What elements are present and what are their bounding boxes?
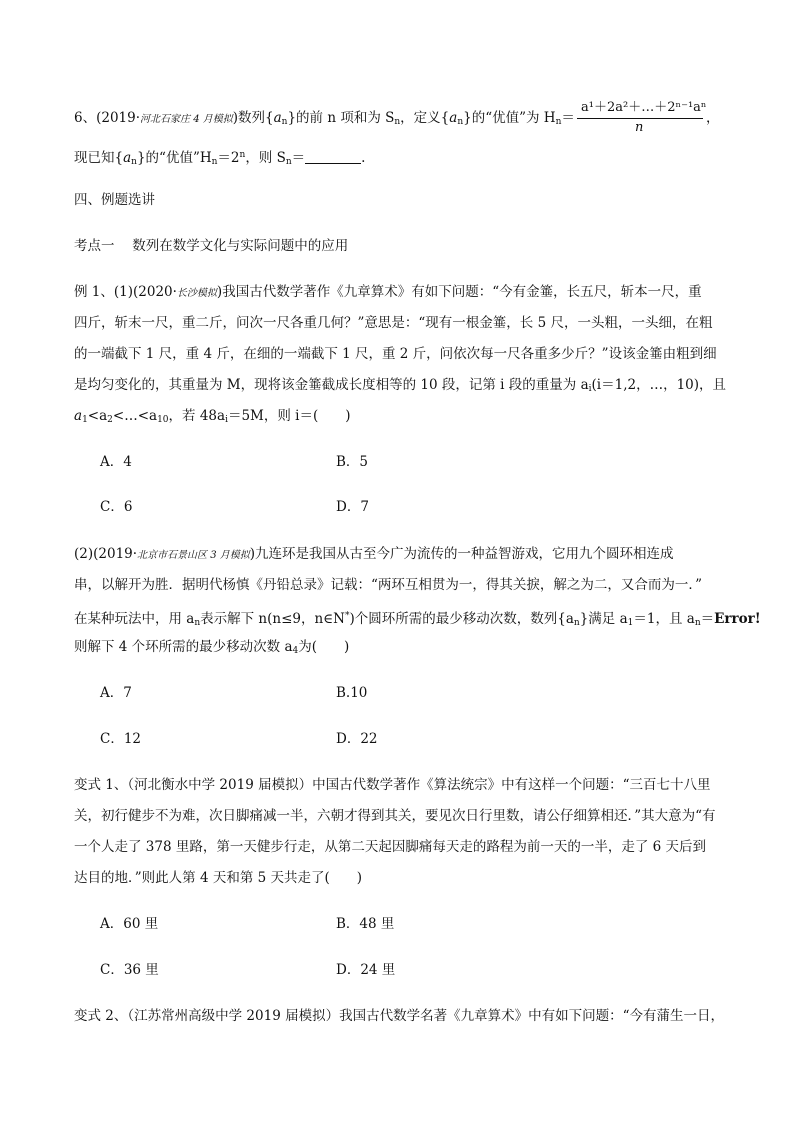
fraction-numerator: a¹＋2a²＋…＋2ⁿ⁻¹aⁿ: [581, 100, 707, 115]
ex1-2-line2: 串，以解开为胜．据明代杨慎《丹铅总录》记载：“两环互相贯为一，得其关捩，解之为二，又合而为一．”: [74, 577, 703, 593]
fraction-bar: [577, 118, 703, 119]
ex1-option-b[interactable]: B．5: [336, 454, 369, 470]
q6-source: 河北石家庄 4 月模拟: [140, 114, 233, 125]
section-heading: 四、例题选讲: [74, 192, 155, 208]
q6-line1: 6、(2019·河北石家庄 4 月模拟)数列$\{a_n\}$的前 n 项和为 $S_n$，定义$\{a_n\}$的“优值”为 $H_n=$: [74, 110, 575, 127]
ex1-2-option-c[interactable]: C．12: [100, 731, 142, 747]
ex1-option-c[interactable]: C．6: [100, 499, 133, 515]
topic-heading: 考点一 数列在数学文化与实际问题中的应用: [74, 238, 349, 254]
fraction-denominator: n: [635, 120, 644, 135]
var1-line3: 一个人走了 378 里路，第一天健步行走，从第二天起因脚痛每天走的路程为前一天的一半，走了 6 天后到: [74, 839, 707, 855]
var1-option-c[interactable]: C．36 里: [100, 962, 159, 978]
var1-line4: 达目的地．”则此人第 4 天和第 5 天共走了( ): [74, 870, 363, 886]
ex1-2-line1: (2)(2019·北京市石景山区 3 月模拟)九连环是我国从古至今广为流传的一种益智游戏，它用九个圆环相连成: [74, 546, 674, 562]
ex1-2-option-b[interactable]: B.10: [336, 685, 368, 701]
error-text: Error!: [714, 611, 761, 627]
q6-line2: 现已知$\{a_n\}$的“优值$”H_n=2^n$，则 $S_n=$ .: [74, 150, 366, 167]
ex1-line2: 四斤，斩末一尺，重二斤，问次一尺各重几何？”意思是：“现有一根金箠，长 5 尺，一头粗，一头细，在粗: [74, 315, 713, 331]
ex1-option-a[interactable]: A．4: [100, 454, 132, 470]
answer-blank[interactable]: [305, 151, 361, 164]
ex1-option-d[interactable]: D．7: [336, 499, 369, 515]
ex1-2-option-a[interactable]: A．7: [100, 685, 132, 701]
ex1-line5: $a_1<a_2<\dots<a_{10}$，若 $48a_i=5M$，则 i＝( ): [74, 408, 351, 425]
ex1-2-line4: 则解下 4 个环所需的最少移动次数 $a_4$为( ): [74, 639, 350, 656]
q6-comma: ，: [706, 110, 720, 126]
ex1-line1: 例 1、(1)(2020·长沙模拟)我国古代数学著作《九章算术》有如下问题：“今有金箠，长五尺，斩本一尺，重: [74, 284, 702, 300]
var2-line1: 变式 2、（江苏常州高级中学 2019 届模拟）我国古代数学名著《九章算术》中有如下问题：“今有蒲生一日，: [74, 1008, 724, 1024]
var1-option-a[interactable]: A．60 里: [100, 916, 159, 932]
var1-line1: 变式 1、（河北衡水中学 2019 届模拟）中国古代数学著作《算法统宗》中有这样一个问题：“三百七十八里: [74, 777, 711, 793]
var1-option-b[interactable]: B．48 里: [336, 916, 395, 932]
ex1-2-option-d[interactable]: D．22: [336, 731, 378, 747]
var1-line2: 关，初行健步不为难，次日脚痛减一半，六朝才得到其关，要见次日行里数，请公仔细算相还．”其大意为“有: [74, 808, 716, 824]
ex1-line3: 的一端截下 1 尺，重 4 斤，在细的一端截下 1 尺，重 2 斤，问依次每一尺各重多少斤？”设该金箠由粗到细: [74, 346, 717, 362]
ex1-line4: 是均匀变化的，其重量为 M，现将该金箠截成长度相等的 10 段，记第 i 段的重量为 $a_i(i=1,2$，…，10)，且: [74, 377, 727, 394]
ex1-2-line3: 在某种玩法中，用 $a_n$表示解下 n(n≤9，n∈N*)个圆环所需的最少移动次数，数列$\{a_n\}$满足 $a_1=1$，且 $a_n=Error$!: [74, 611, 761, 628]
var1-option-d[interactable]: D．24 里: [336, 962, 396, 978]
